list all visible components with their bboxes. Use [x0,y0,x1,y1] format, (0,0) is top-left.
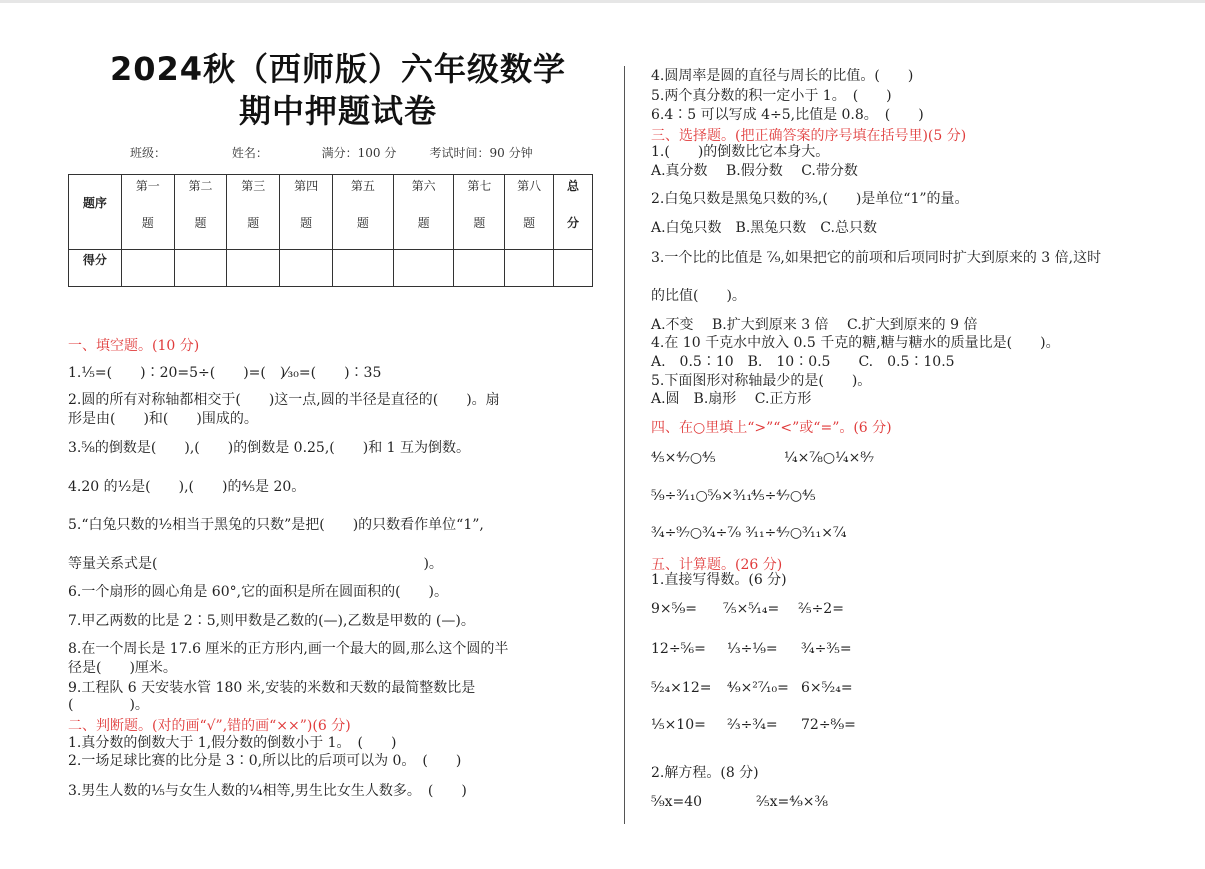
calc-item: 12÷⁵⁄₆= [651,641,706,657]
s3-q5: 5.下面图形对称轴最少的是( )。 [651,373,872,389]
s3-q4-options: A. 0.5∶10 B. 10∶0.5 C. 0.5∶10.5 [651,354,955,370]
s1-q5-line1: 5.“白兔只数的¹⁄₂相当于黑兔的只数”是把( )的只数看作单位“1”, [68,517,484,533]
s1-q1: 1.¹⁄₅=( )∶20=5÷( )=( )⁄₃₀=( )∶35 [68,365,382,381]
row-label-question: 题序 [69,175,122,250]
s4-r1c1: ⁴⁄₅×⁴⁄₇○⁴⁄₅ [651,450,716,466]
calc-item: ²⁄₃÷³⁄₄= [727,717,778,733]
score-cell[interactable] [332,250,393,287]
s1-q8-line1: 8.在一个周长是 17.6 厘米的正方形内,画一个最大的圆,那么这个圆的半 [68,641,509,657]
calc-item: 6×⁵⁄₂₄= [801,680,853,696]
full-score-label: 满分：100 分 [321,146,397,160]
calc-item: ⁴⁄₉×²⁷⁄₁₀= [727,680,789,696]
section2-heading: 二、判断题。(对的画“√”,错的画“××”)(6 分) [68,718,351,734]
score-cell[interactable] [227,250,280,287]
s1-q8-line2: 径是( )厘米。 [68,660,177,676]
calc-item: 72÷⁸⁄₉= [801,717,856,733]
name-label: 姓名： [231,146,268,160]
column-divider [624,66,625,824]
equation-1: ⁵⁄₉x=40 [651,794,703,810]
exam-title: 2024秋（西师版）六年级数学 [109,50,567,88]
section4-heading: 四、在○里填上“>”“<”或“=”。(6 分) [651,420,892,436]
equation-2: ²⁄₅x=⁴⁄₉×³⁄₈ [756,794,829,810]
s4-r2c1: ⁵⁄₉÷³⁄₁₁○⁵⁄₉×³⁄₁₁ [651,488,753,504]
col-header-6: 第六 题 [393,175,454,250]
left-column [68,0,608,869]
s2-q1: 1.真分数的倒数大于 1,假分数的倒数小于 1。 ( ) [68,735,397,751]
score-cell[interactable] [121,250,174,287]
section1-heading: 一、填空题。(10 分) [68,338,200,354]
s3-q2-options: A.白兔只数 B.黑兔只数 C.总只数 [651,220,877,236]
s3-q3-options: A.不变 B.扩大到原来 3 倍 C.扩大到原来的 9 倍 [651,317,978,333]
s3-q3-line1: 3.一个比的比值是 ⁷⁄₉,如果把它的前项和后项同时扩大到原来的 3 倍,这时 [651,250,1102,266]
s2-q6: 6.4∶5 可以写成 4÷5,比值是 0.8。 ( ) [651,107,924,123]
s5-sub2: 2.解方程。(8 分) [651,765,759,781]
score-cell[interactable] [280,250,333,287]
s3-q5-options: A.圆 B.扇形 C.正方形 [651,391,812,407]
s1-q9-line1: 9.工程队 6 天安装水管 180 米,安装的米数和天数的最简整数比是 [68,680,476,696]
s2-q2: 2.一场足球比赛的比分是 3∶0,所以比的后项可以为 0。 ( ) [68,753,462,769]
calc-item: ³⁄₄÷³⁄₅= [801,641,852,657]
s4-r1c2: ¹⁄₄×⁷⁄₈○¹⁄₄×⁸⁄₇ [784,450,874,466]
col-header-8: 第八 题 [505,175,554,250]
exam-subtitle: 期中押题试卷 [238,92,437,130]
col-header-2: 第二 题 [174,175,227,250]
s3-q1-options: A.真分数 B.假分数 C.带分数 [651,163,858,179]
s2-q3: 3.男生人数的¹⁄₅与女生人数的¹⁄₄相等,男生比女生人数多。 ( ) [68,783,467,799]
exam-time-label: 考试时间：90 分钟 [429,146,533,160]
s1-q2-line2: 形是由( )和( )围成的。 [68,411,258,427]
s4-r2c2: ⁴⁄₅÷⁴⁄₇○⁴⁄₅ [751,488,816,504]
s1-q3: 3.⁵⁄₈的倒数是( ),( )的倒数是 0.25,( )和 1 互为倒数。 [68,440,471,456]
score-cell[interactable] [454,250,505,287]
section3-heading: 三、选择题。(把正确答案的序号填在括号里)(5 分) [651,128,967,144]
calc-item: ¹⁄₃÷¹⁄₉= [727,641,778,657]
s2-q5: 5.两个真分数的积一定小于 1。 ( ) [651,88,892,104]
col-header-total: 总 分 [554,175,593,250]
exam-info [130,144,533,161]
score-cell[interactable] [505,250,554,287]
s3-q2: 2.白兔只数是黑兔只数的³⁄₅,( )是单位“1”的量。 [651,191,969,207]
row-label-score: 得分 [69,250,122,287]
s5-sub1: 1.直接写得数。(6 分) [651,572,787,588]
right-column [651,0,1196,869]
s3-q3-line2: 的比值( )。 [651,288,746,304]
calc-item: ⁵⁄₂₄×12= [651,680,712,696]
s1-q5-line2: 等量关系式是( )。 [68,556,443,572]
score-cell[interactable] [174,250,227,287]
calc-item: ²⁄₅÷2= [798,601,844,617]
col-header-1: 第一 题 [121,175,174,250]
s3-q4: 4.在 10 千克水中放入 0.5 千克的糖,糖与糖水的质量比是( )。 [651,335,1060,351]
section5-heading: 五、计算题。(26 分) [651,557,783,573]
col-header-3: 第三 题 [227,175,280,250]
col-header-5: 第五 题 [332,175,393,250]
s1-q6: 6.一个扇形的圆心角是 60°,它的面积是所在圆面积的( )。 [68,584,448,600]
col-header-4: 第四 题 [280,175,333,250]
s1-q9-line2: ( )。 [68,697,149,713]
calc-item: ¹⁄₅×10= [651,717,706,733]
s1-q4: 4.20 的¹⁄₂是( ),( )的⁴⁄₅是 20。 [68,479,306,495]
class-label: 班级： [130,146,167,160]
s3-q1: 1.( )的倒数比它本身大。 [651,144,830,160]
s1-q2-line1: 2.圆的所有对称轴都相交于( )这一点,圆的半径是直径的( )。扇 [68,392,500,408]
score-cell[interactable] [393,250,454,287]
s4-r3: ³⁄₄÷⁹⁄₇○³⁄₄÷⁷⁄₉ ³⁄₁₁÷⁴⁄₇○³⁄₁₁×⁷⁄₄ [651,525,847,541]
s2-q4: 4.圆周率是圆的直径与周长的比值。( ) [651,68,914,84]
calc-item: 9×⁵⁄₉= [651,601,697,617]
score-table [68,174,593,287]
s1-q7: 7.甲乙两数的比是 2∶5,则甲数是乙数的(—),乙数是甲数的 (—)。 [68,613,475,629]
score-cell[interactable] [554,250,593,287]
calc-item: ⁷⁄₅×⁵⁄₁₄= [723,601,780,617]
col-header-7: 第七 题 [454,175,505,250]
